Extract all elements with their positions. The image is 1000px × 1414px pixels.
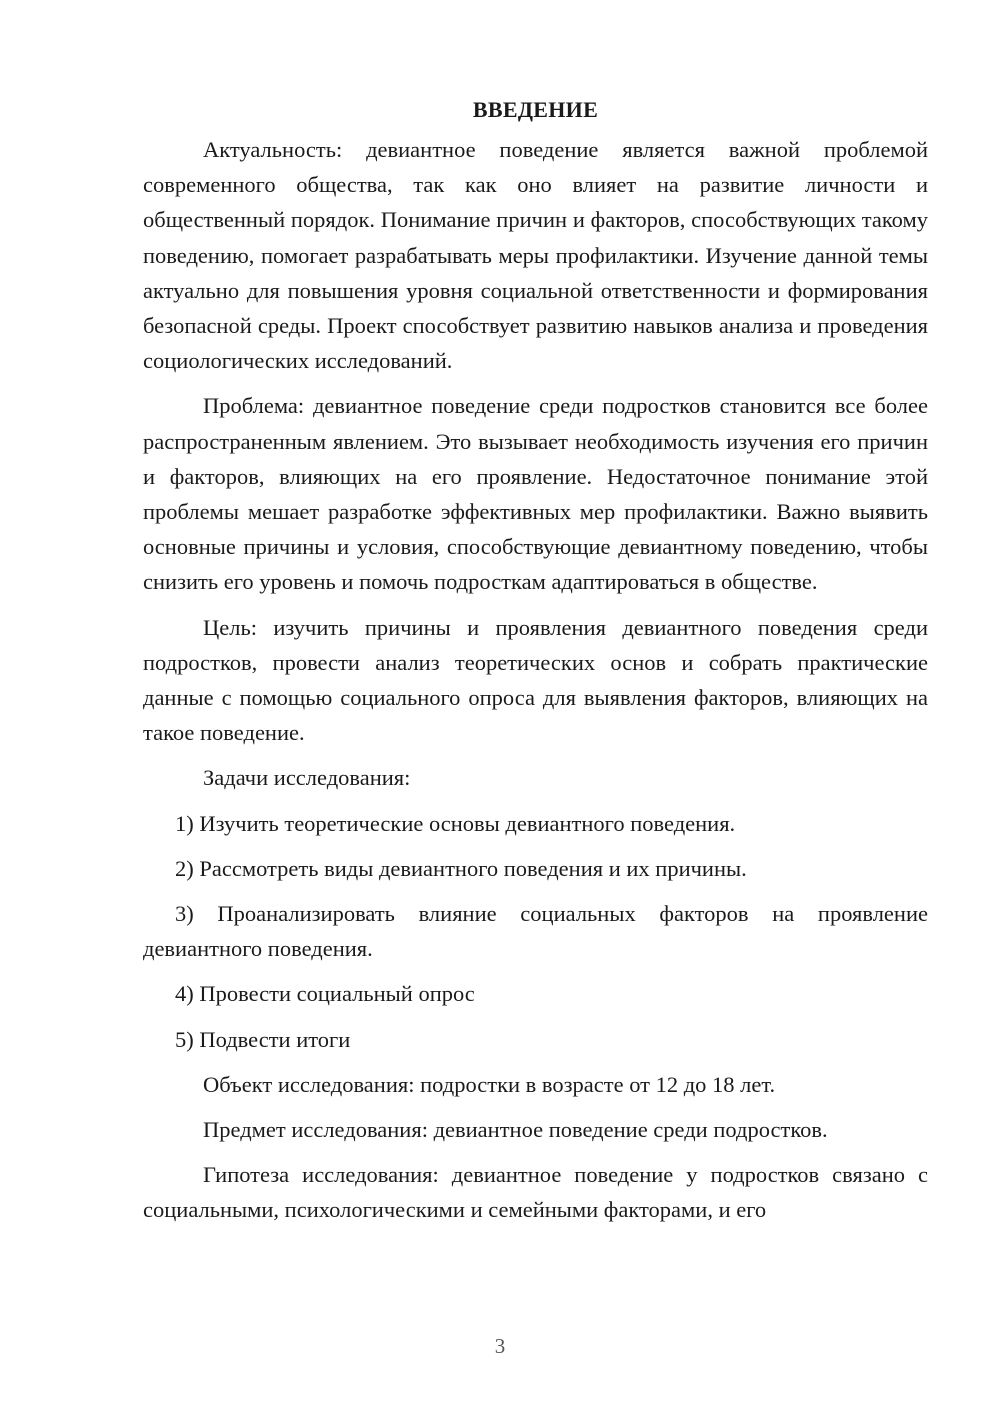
research-subject-paragraph: Предмет исследования: девиантное поведение среди подростков.: [203, 1117, 828, 1143]
relevance-paragraph: Актуальность: девиантное поведение является важной проблемой современного общества, так как оно влияет на развитие личности и общественный порядок. Понимание причин и факторов, способствующих такому поведению, помогает разрабатывать меры профилактики. Изучение данной темы актуально для повышения уровня социальной ответственности и формирования безопасной среды. Проект способствует развитию навыков анализа и проведения социологических исследований.: [143, 137, 928, 374]
page-number: 3: [494, 1334, 506, 1358]
task-item-2: 2) Рассмотреть виды девиантного поведения и их причины.: [175, 855, 747, 881]
research-object-paragraph: Объект исследования: подростки в возрасте от 12 до 18 лет.: [203, 1071, 776, 1097]
task-item-3: 3) Проанализировать влияние социальных факторов на проявление девиантного поведения.: [143, 901, 928, 962]
hypothesis-paragraph: Гипотеза исследования: девиантное поведение у подростков связано с социальными, психологическими и семейными факторами, и его: [143, 1162, 928, 1223]
tasks-title: Задачи исследования:: [203, 765, 411, 791]
section-heading: ВВЕДЕНИЕ: [472, 97, 599, 122]
task-item-1: 1) Изучить теоретические основы девиантного поведения.: [175, 810, 736, 836]
document-page: [143, 92, 928, 1238]
task-item-5: 5) Подвести итоги: [175, 1026, 351, 1052]
goal-paragraph: Цель: изучить причины и проявления девиантного поведения среди подростков, провести анализ теоретических основ и собрать практические данные с помощью социального опроса для выявления факторов, влияющих на такое поведение.: [143, 614, 928, 746]
task-item-4: 4) Провести социальный опрос: [175, 981, 475, 1007]
problem-paragraph: Проблема: девиантное поведение среди подростков становится все более распространенным явлением. Это вызывает необходимость изучения его причин и факторов, влияющих на его проявление. Недостаточное понимание этой проблемы мешает разработке эффективных мер профилактики. Важно выявить основные причины и условия, способствующие девиантному поведению, чтобы снизить его уровень и помочь подросткам адаптироваться в обществе.: [143, 393, 928, 595]
